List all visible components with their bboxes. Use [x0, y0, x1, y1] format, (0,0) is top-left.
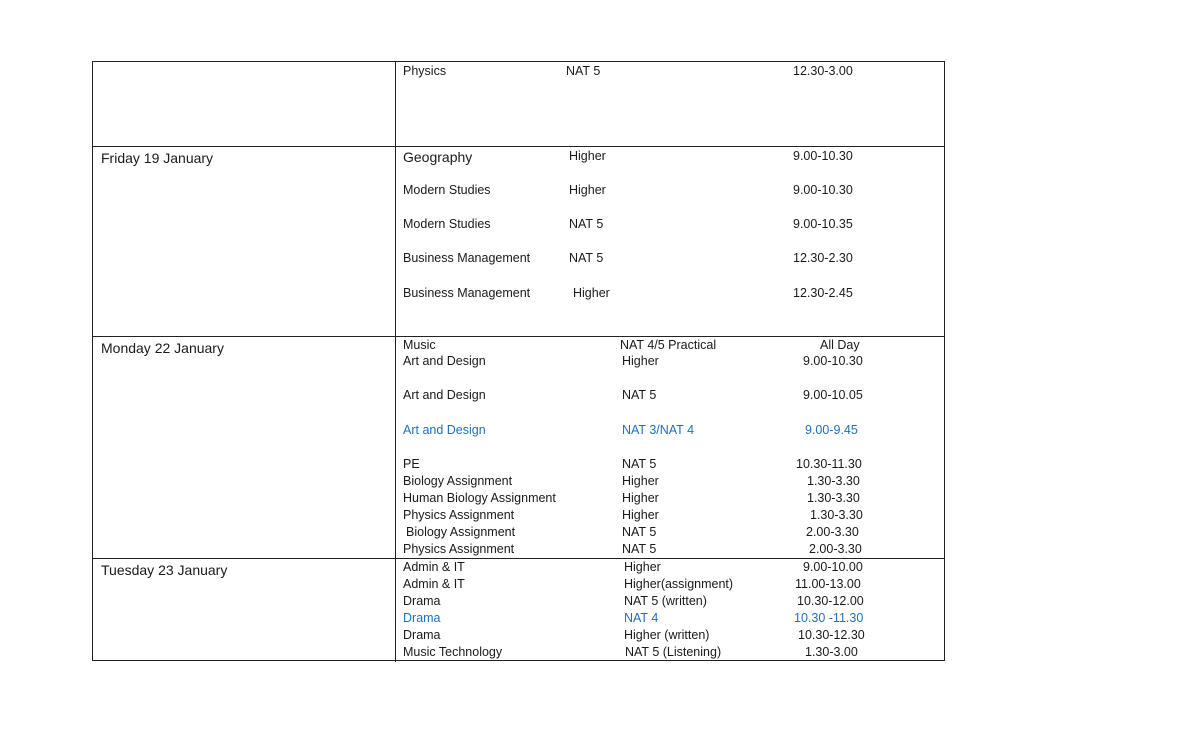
table-row	[93, 354, 944, 371]
subject: Art and Design	[403, 388, 486, 402]
time: 11.00-13.00	[795, 577, 861, 591]
time: 12.30-2.30	[793, 251, 853, 265]
level: NAT 5	[622, 525, 657, 539]
time: 9.00-10.00	[803, 560, 863, 574]
subject: Business Management	[403, 251, 531, 265]
level: Higher	[624, 560, 661, 574]
time: 9.00-10.30	[793, 183, 853, 197]
time: 1.30-3.30	[810, 508, 863, 522]
level: NAT 5	[566, 64, 601, 78]
table-row	[93, 64, 944, 81]
table-row-highlighted	[93, 423, 944, 440]
timetable-section-tuesday	[93, 558, 944, 662]
timetable-section-friday	[93, 146, 944, 336]
subject: Music Technology	[403, 645, 503, 659]
subject: Drama	[403, 628, 441, 642]
time: 9.00-10.35	[793, 217, 853, 231]
level: Higher	[622, 508, 659, 522]
time: 10.30-11.30	[796, 457, 862, 471]
table-row	[93, 149, 944, 166]
table-row	[93, 217, 944, 234]
subject: Biology Assignment	[403, 474, 513, 488]
time: All Day	[820, 338, 860, 352]
time: 9.00-9.45	[805, 423, 858, 437]
day-label: Friday 19 January	[101, 150, 214, 166]
subject: Modern Studies	[403, 183, 491, 197]
subject: Business Management	[403, 286, 531, 300]
table-row	[93, 628, 944, 645]
level: Higher	[622, 354, 659, 368]
table-row	[93, 338, 944, 355]
time: 10.30-12.00	[797, 594, 864, 608]
table-row	[93, 251, 944, 268]
table-row	[93, 474, 944, 491]
level: Higher	[622, 474, 659, 488]
subject: Admin & IT	[403, 577, 465, 591]
subject: Admin & IT	[403, 560, 465, 574]
subject: Art and Design	[403, 354, 486, 368]
level: NAT 4/5 Practical	[620, 338, 717, 352]
table-row	[93, 183, 944, 200]
table-row	[93, 286, 944, 303]
table-row	[93, 491, 944, 508]
exam-timetable	[92, 61, 945, 661]
time: 2.00-3.30	[809, 542, 862, 556]
level: NAT 5	[622, 542, 657, 556]
table-row	[93, 577, 944, 594]
time: 12.30-3.00	[793, 64, 853, 78]
level: NAT 5	[569, 251, 604, 265]
level: NAT 5	[622, 388, 657, 402]
level: Higher	[622, 491, 659, 505]
subject: Modern Studies	[403, 217, 491, 231]
time: 12.30-2.45	[793, 286, 853, 300]
subject: PE	[403, 457, 420, 471]
day-label: Monday 22 January	[101, 340, 224, 356]
table-row	[93, 645, 944, 662]
subject: Art and Design	[403, 423, 486, 437]
time: 9.00-10.05	[803, 388, 863, 402]
level: NAT 5 (written)	[624, 594, 707, 608]
subject: Drama	[403, 594, 441, 608]
table-row	[93, 594, 944, 611]
time: 10.30 -11.30	[794, 611, 864, 625]
level: Higher	[569, 149, 606, 163]
time: 1.30-3.30	[807, 491, 860, 505]
subject: Physics Assignment	[403, 508, 515, 522]
time: 1.30-3.30	[807, 474, 860, 488]
column-divider	[395, 147, 396, 336]
subject: Drama	[403, 611, 441, 625]
time: 1.30-3.00	[805, 645, 858, 659]
time: 2.00-3.30	[806, 525, 859, 539]
table-row	[93, 388, 944, 405]
subject: Physics	[403, 64, 447, 78]
subject: Human Biology Assignment	[403, 491, 556, 505]
time: 9.00-10.30	[803, 354, 863, 368]
timetable-section-continued	[93, 62, 944, 146]
subject: Physics Assignment	[403, 542, 515, 556]
level: Higher(assignment)	[624, 577, 734, 591]
level: Higher	[573, 286, 610, 300]
table-row	[93, 508, 944, 525]
level: NAT 5	[622, 457, 657, 471]
day-label: Tuesday 23 January	[101, 562, 228, 578]
time: 9.00-10.30	[793, 149, 853, 163]
time: 10.30-12.30	[798, 628, 865, 642]
level: NAT 5 (Listening)	[625, 645, 722, 659]
subject: Biology Assignment	[406, 525, 516, 539]
level: NAT 5	[569, 217, 604, 231]
level: NAT 4	[624, 611, 659, 625]
subject: Geography	[403, 149, 473, 165]
table-row-highlighted	[93, 611, 944, 628]
level: Higher (written)	[624, 628, 710, 642]
level: Higher	[569, 183, 606, 197]
level: NAT 3/NAT 4	[622, 423, 695, 437]
table-row	[93, 542, 944, 559]
subject: Music	[403, 338, 436, 352]
table-row	[93, 560, 944, 577]
table-row	[93, 457, 944, 474]
timetable-section-monday	[93, 336, 944, 558]
table-row	[93, 525, 944, 542]
